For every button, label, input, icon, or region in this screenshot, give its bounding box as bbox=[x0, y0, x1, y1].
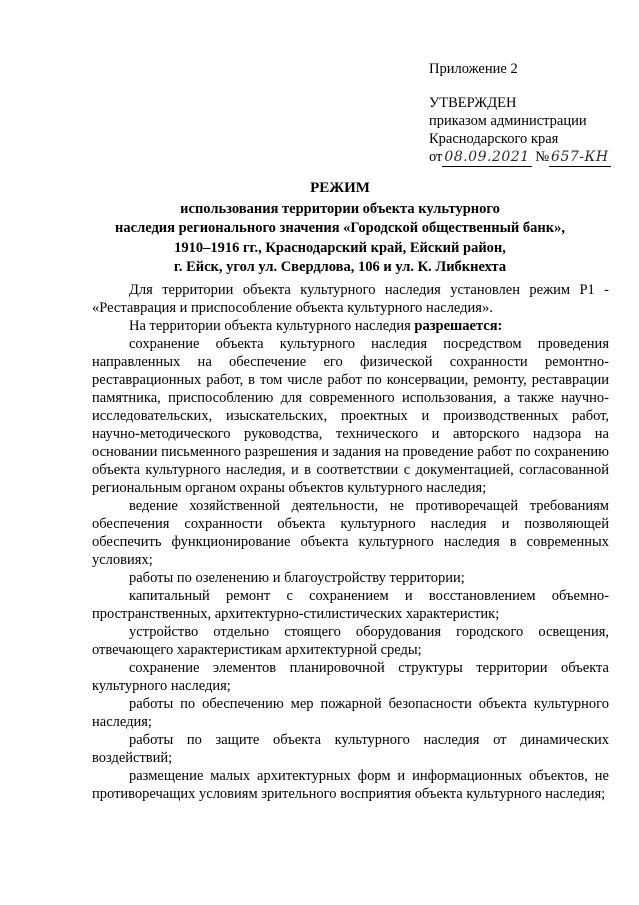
approval-block bbox=[429, 60, 629, 167]
title-line-3: 1910–1916 гг., Краснодарский край, Ейский район, bbox=[174, 239, 506, 256]
handwritten-number: 657-КН bbox=[551, 149, 609, 165]
list-item: сохранение элементов планировочной структуры территории объекта культурного наследия; bbox=[92, 660, 609, 694]
handwritten-date: 08.09.2021 bbox=[444, 149, 530, 165]
list-item: размещение малых архитектурных форм и информационных объектов, не противоречащих условиям зрительного восприятия объекта культурного наследия; bbox=[92, 768, 609, 802]
list-item: капитальный ремонт с сохранением и восстановлением объемно-пространственных, архитектурно-стилистических характеристик; bbox=[92, 588, 609, 622]
title-line-4: г. Ейск, угол ул. Свердлова, 106 и ул. К. Либкнехта bbox=[173, 259, 507, 275]
date-number-line bbox=[429, 148, 629, 167]
list-item: сохранение объекта культурного наследия посредством проведения направленных на обеспечение его физической сохранности ремонтно-реставрационных работ, в том числе работ по консервации, ремонту, реставрации памятника, приспособлению для современного использования, а также научно-исследовательских, изыскательских, проектных и производственных работ, научно-методического руководства, технического и авторского надзора на основании письменного разрешения и задания на проведение работ по сохранению объекта культурного наследия, и в соответствии с документацией, согласованной региональным органом охраны объектов культурного наследия; bbox=[92, 336, 609, 496]
allowed-bold: разрешается: bbox=[414, 318, 503, 334]
allowed-intro: На территории объекта культурного наследия bbox=[129, 318, 415, 334]
document-body bbox=[92, 281, 609, 803]
appendix-label: Приложение 2 bbox=[429, 61, 518, 77]
list-item: работы по обеспечению мер пожарной безопасности объекта культурного наследия; bbox=[92, 696, 609, 730]
title-line-2: наследия регионального значения «Городской общественный банк», bbox=[115, 220, 565, 236]
list-item: работы по защите объекта культурного наследия от динамических воздействий; bbox=[92, 732, 609, 766]
title-heading: РЕЖИМ bbox=[310, 180, 370, 196]
paragraph-allowed bbox=[92, 317, 609, 335]
region-label: Краснодарского края bbox=[429, 131, 559, 147]
list-item: ведение хозяйственной деятельности, не противоречащей требованиям обеспечения сохранности объекта культурного наследия и позволяющей обеспечить функционирование объекта культурного наследия в современных условиях; bbox=[92, 498, 609, 568]
document-title bbox=[40, 179, 639, 278]
title-line-1: использования территории объекта культурного bbox=[180, 200, 500, 217]
order-label: приказом администрации bbox=[429, 113, 587, 129]
list-item: устройство отдельно стоящего оборудования городского освещения, отвечающего характеристикам архитектурной среды; bbox=[92, 624, 609, 658]
date-prefix: от bbox=[429, 149, 443, 165]
paragraph-regime: Для территории объекта культурного наследия установлен режим Р1 - «Реставрация и приспособление объекта культурного наследия». bbox=[92, 282, 609, 316]
list-item: работы по озеленению и благоустройству территории; bbox=[129, 570, 465, 586]
approved-label: УТВЕРЖДЕН bbox=[429, 95, 517, 111]
number-prefix: № bbox=[535, 149, 550, 165]
